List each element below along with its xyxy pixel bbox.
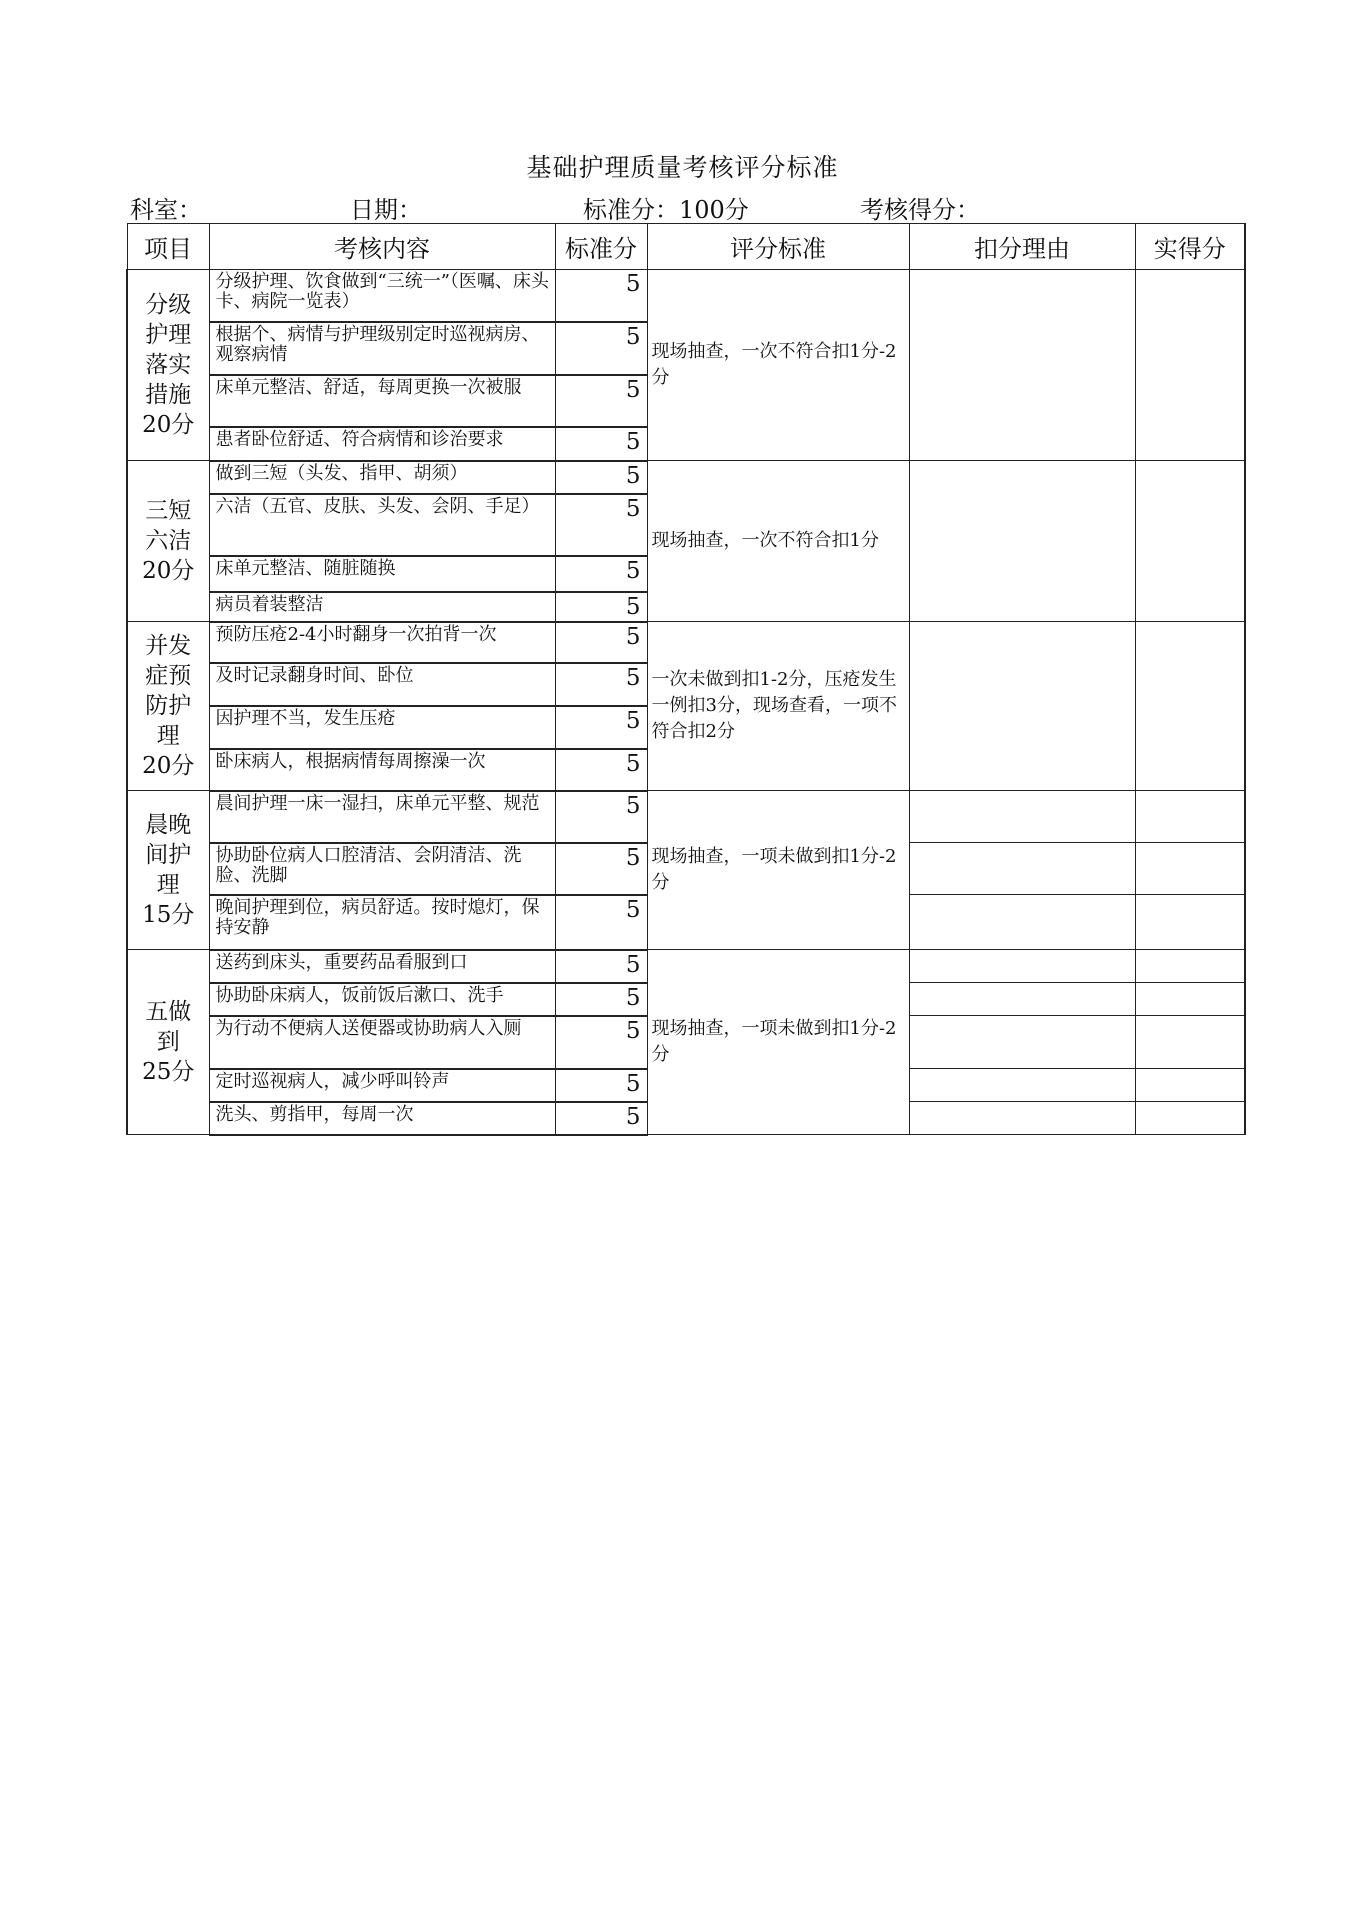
item-content <box>209 706 555 749</box>
item-content <box>209 622 555 663</box>
item-content-text: 及时记录翻身时间、卧位 <box>215 664 414 686</box>
category-points: 25分 <box>142 1059 195 1085</box>
item-content <box>209 461 555 494</box>
item-content-text: 因护理不当，发生压疮 <box>215 707 396 729</box>
item-standard-score: 5 <box>555 950 647 983</box>
table-row <box>127 270 1245 322</box>
category-cell <box>127 461 209 622</box>
criteria-cell: 现场抽查，一项未做到扣1分-2分 <box>647 791 909 950</box>
item-content <box>209 592 555 622</box>
meta-row <box>0 190 1365 222</box>
scoring-table <box>126 223 1246 1136</box>
date-label: 日期： <box>350 196 422 224</box>
deduction-reason-cell[interactable] <box>909 270 1135 461</box>
item-standard-score: 5 <box>555 592 647 622</box>
item-content-text: 床单元整洁、舒适，每周更换一次被服 <box>215 376 522 398</box>
actual-score-cell[interactable] <box>1135 791 1245 843</box>
item-standard-score: 5 <box>555 1069 647 1102</box>
actual-score-cell[interactable] <box>1135 1102 1245 1135</box>
item-content-text: 定时巡视病人，减少呼叫铃声 <box>215 1070 450 1092</box>
category-points: 15分 <box>142 902 195 928</box>
category-cell <box>127 950 209 1135</box>
actual-score-cell[interactable] <box>1135 1069 1245 1102</box>
item-content-text: 洗头、剪指甲，每周一次 <box>215 1103 414 1125</box>
deduction-reason-cell[interactable] <box>909 983 1135 1016</box>
table-header-row <box>127 224 1245 270</box>
deduction-reason-cell[interactable] <box>909 622 1135 791</box>
department-label: 科室： <box>130 196 202 224</box>
item-content-text: 六洁（五官、皮肤、头发、会阴、手足） <box>215 495 540 517</box>
item-content <box>209 663 555 706</box>
category-points: 20分 <box>142 558 195 584</box>
item-content <box>209 749 555 791</box>
item-standard-score: 5 <box>555 895 647 950</box>
header-standard-score: 标准分 <box>555 224 647 270</box>
item-content-text: 床单元整洁、随脏随换 <box>215 557 396 579</box>
item-content <box>209 322 555 375</box>
standard-score-label: 标准分：100分 <box>583 196 749 224</box>
item-content <box>209 950 555 983</box>
item-standard-score: 5 <box>555 270 647 322</box>
item-content <box>209 427 555 461</box>
item-standard-score: 5 <box>555 461 647 494</box>
item-content-text: 为行动不便病人送便器或协助病人入厕 <box>215 1017 522 1039</box>
actual-score-cell[interactable] <box>1135 461 1245 622</box>
criteria-cell: 现场抽查，一次不符合扣1分 <box>647 461 909 622</box>
deduction-reason-cell[interactable] <box>909 461 1135 622</box>
assessment-score-label: 考核得分： <box>860 196 980 224</box>
deduction-reason-cell[interactable] <box>909 843 1135 895</box>
item-content <box>209 791 555 843</box>
item-content-text: 协助卧床病人，饭前饭后漱口、洗手 <box>215 984 504 1006</box>
header-content: 考核内容 <box>209 224 555 270</box>
item-standard-score: 5 <box>555 427 647 461</box>
item-content-text: 分级护理、饮食做到“三统一”（医嘱、床头卡、病院一览表） <box>215 271 549 312</box>
item-standard-score: 5 <box>555 843 647 895</box>
category-cell <box>127 270 209 461</box>
item-standard-score: 5 <box>555 749 647 791</box>
item-standard-score: 5 <box>555 375 647 427</box>
criteria-cell: 一次未做到扣1-2分，压疮发生一例扣3分，现场查看，一项不符合扣2分 <box>647 622 909 791</box>
item-content-text: 送药到床头，重要药品看服到口 <box>215 951 468 973</box>
deduction-reason-cell[interactable] <box>909 950 1135 983</box>
item-standard-score: 5 <box>555 556 647 592</box>
item-content <box>209 843 555 895</box>
table-row <box>127 622 1245 663</box>
item-content-text: 病员着装整洁 <box>215 593 324 615</box>
category-cell <box>127 791 209 950</box>
item-content <box>209 375 555 427</box>
deduction-reason-cell[interactable] <box>909 1016 1135 1069</box>
category-name: 并发症预防护理 <box>145 633 192 749</box>
item-content <box>209 895 555 950</box>
deduction-reason-cell[interactable] <box>909 1102 1135 1135</box>
criteria-cell: 现场抽查，一项未做到扣1分-2分 <box>647 950 909 1135</box>
category-cell <box>127 622 209 791</box>
header-criteria: 评分标准 <box>647 224 909 270</box>
item-standard-score: 5 <box>555 663 647 706</box>
category-name: 三短六洁 <box>145 498 192 554</box>
deduction-reason-cell[interactable] <box>909 791 1135 843</box>
item-content-text: 晚间护理到位，病员舒适。按时熄灯，保持安静 <box>215 896 540 938</box>
item-content-text: 晨间护理一床一湿扫，床单元平整、规范 <box>215 792 540 814</box>
actual-score-cell[interactable] <box>1135 895 1245 950</box>
item-content-text: 做到三短（头发、指甲、胡须） <box>215 462 468 484</box>
item-standard-score: 5 <box>555 791 647 843</box>
item-content <box>209 1102 555 1135</box>
deduction-reason-cell[interactable] <box>909 895 1135 950</box>
item-content <box>209 556 555 592</box>
header-actual-score: 实得分 <box>1135 224 1245 270</box>
category-points: 20分 <box>142 753 195 779</box>
category-points: 20分 <box>142 412 195 438</box>
item-content-text: 预防压疮2-4小时翻身一次拍背一次 <box>215 623 497 645</box>
item-content <box>209 494 555 556</box>
item-standard-score: 5 <box>555 322 647 375</box>
item-content <box>209 1016 555 1069</box>
table-row <box>127 791 1245 843</box>
actual-score-cell[interactable] <box>1135 1016 1245 1069</box>
item-content <box>209 1069 555 1102</box>
item-standard-score: 5 <box>555 706 647 749</box>
table-row <box>127 950 1245 983</box>
actual-score-cell[interactable] <box>1135 622 1245 791</box>
item-content <box>209 983 555 1016</box>
actual-score-cell[interactable] <box>1135 983 1245 1016</box>
table-row <box>127 461 1245 494</box>
category-name: 五做到 <box>145 999 192 1055</box>
item-content-text: 卧床病人，根据病情每周擦澡一次 <box>215 750 486 772</box>
item-content-text: 根据个、病情与护理级别定时巡视病房、观察病情 <box>215 323 540 365</box>
item-standard-score: 5 <box>555 622 647 663</box>
actual-score-cell[interactable] <box>1135 950 1245 983</box>
header-category: 项目 <box>127 224 209 270</box>
deduction-reason-cell[interactable] <box>909 1069 1135 1102</box>
item-content-text: 协助卧位病人口腔清洁、会阴清洁、洗脸、洗脚 <box>215 844 522 886</box>
document-title: 基础护理质量考核评分标准 <box>526 153 839 182</box>
item-standard-score: 5 <box>555 494 647 556</box>
item-standard-score: 5 <box>555 983 647 1016</box>
criteria-cell: 现场抽查，一次不符合扣1分-2分 <box>647 270 909 461</box>
category-name: 晨晚间护理 <box>145 812 192 898</box>
header-deduction-reason: 扣分理由 <box>909 224 1135 270</box>
item-standard-score: 5 <box>555 1102 647 1135</box>
actual-score-cell[interactable] <box>1135 270 1245 461</box>
item-standard-score: 5 <box>555 1016 647 1069</box>
item-content <box>209 270 555 322</box>
actual-score-cell[interactable] <box>1135 843 1245 895</box>
item-content-text: 患者卧位舒适、符合病情和诊治要求 <box>215 428 504 450</box>
category-name: 分级护理落实措施 <box>145 292 192 408</box>
